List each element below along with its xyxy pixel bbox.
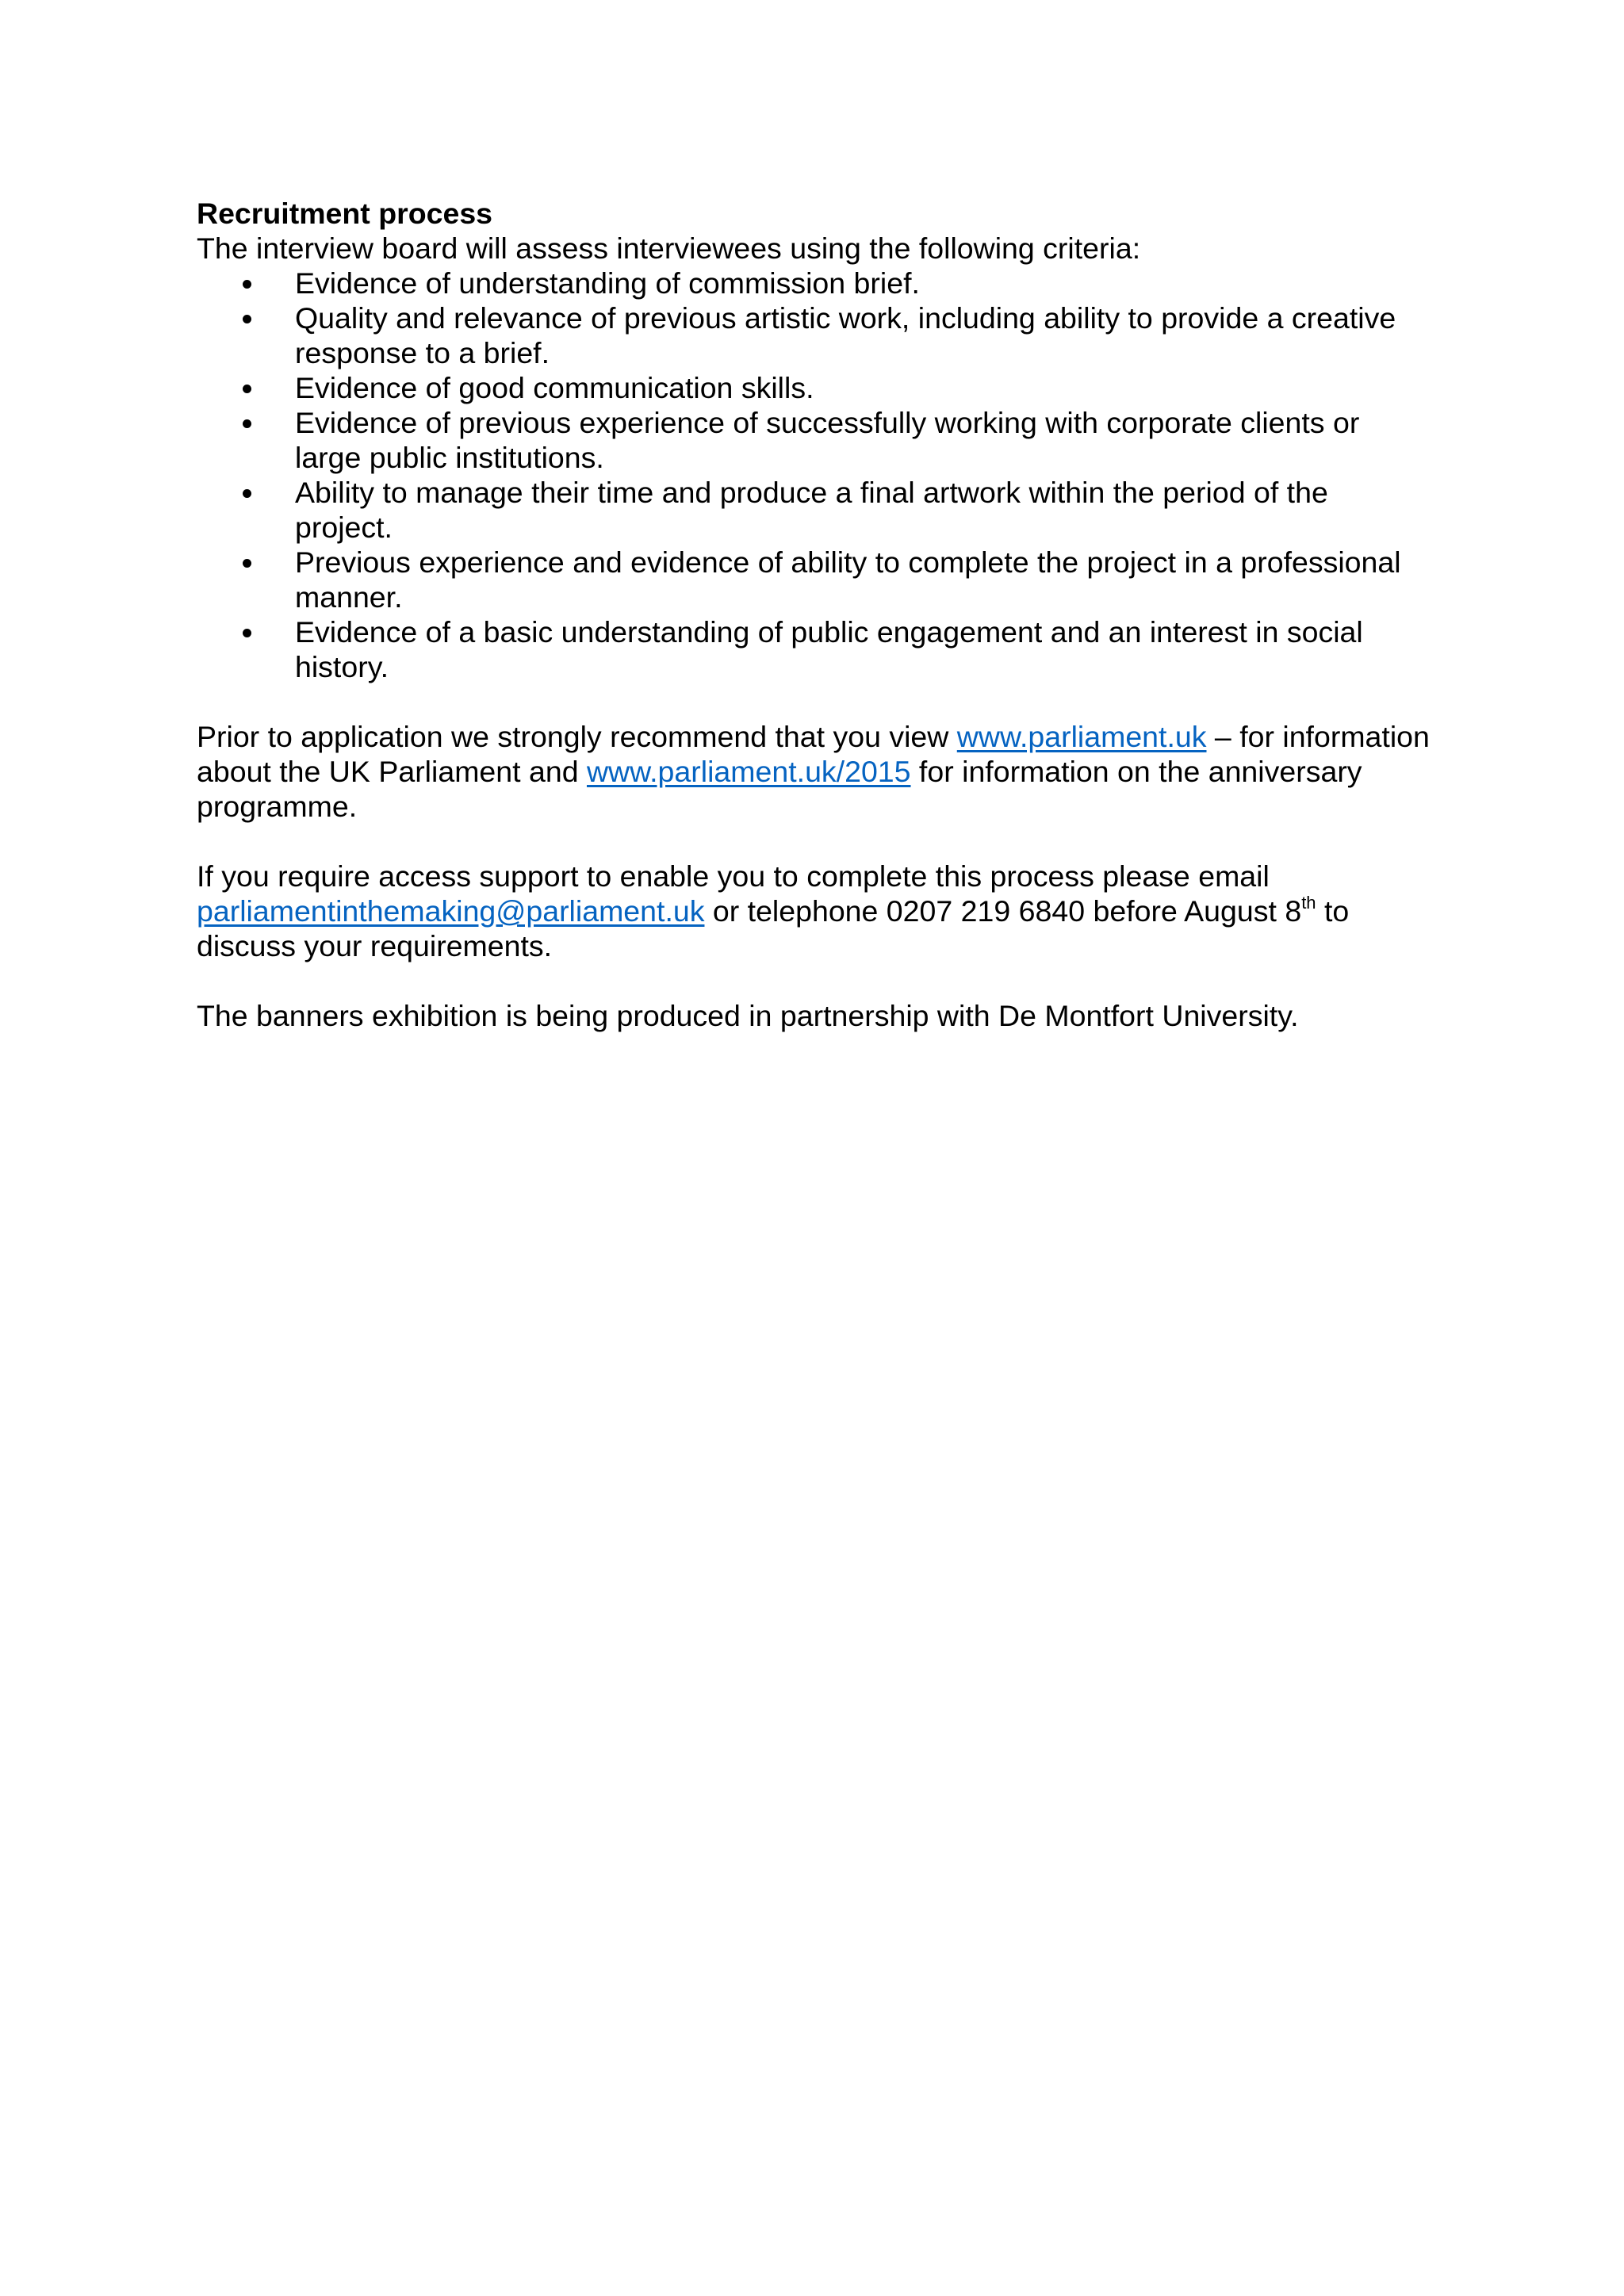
criteria-item: [197, 266, 1434, 300]
recommendation-text: for information on the anniversary programme.: [197, 755, 1362, 823]
criteria-item: [197, 475, 1434, 545]
intro-text: The interview board will assess interviewees using the following criteria:: [197, 232, 1141, 265]
criteria-item: [197, 545, 1434, 614]
access-text: or telephone 0207 219 6840 before August 8: [704, 894, 1302, 928]
criteria-item-text: Ability to manage their time and produce a final artwork within the period of the project.: [295, 476, 1328, 544]
access-support-paragraph: [197, 859, 1434, 963]
contact-email-link[interactable]: parliamentinthemaking@parliament.uk: [197, 894, 705, 928]
criteria-item-text: Quality and relevance of previous artistic work, including ability to provide a creative response to a brief.: [295, 301, 1396, 369]
access-text: to discuss your requirements.: [197, 894, 1350, 962]
recommendation-text: Prior to application we strongly recommend that you view: [197, 720, 957, 753]
criteria-item-text: Evidence of previous experience of successfully working with corporate clients or large public institutions.: [295, 406, 1360, 474]
criteria-item: [197, 300, 1434, 370]
parliament-website-link[interactable]: www.parliament.uk: [956, 720, 1207, 753]
criteria-item-text: Evidence of a basic understanding of public engagement and an interest in social history.: [295, 615, 1363, 683]
criteria-item: [197, 405, 1434, 475]
recommendation-paragraph: [197, 719, 1434, 824]
section-heading: Recruitment process: [197, 197, 493, 230]
document-body: [197, 196, 1434, 1033]
criteria-item: [197, 614, 1434, 684]
criteria-list: [197, 266, 1434, 684]
access-text: If you require access support to enable you to complete this process please email: [197, 859, 1270, 893]
criteria-item: [197, 370, 1434, 405]
criteria-item-text: Evidence of good communication skills.: [295, 371, 814, 404]
partnership-paragraph: The banners exhibition is being produced in partnership with De Montfort University.: [197, 999, 1299, 1032]
recommendation-text: – for information about the UK Parliament and: [197, 720, 1430, 788]
criteria-item-text: Previous experience and evidence of ability to complete the project in a professional manner.: [295, 545, 1401, 614]
criteria-item-text: Evidence of understanding of commission brief.: [295, 266, 920, 300]
date-ordinal-suffix: th: [1301, 893, 1316, 913]
anniversary-programme-link[interactable]: www.parliament.uk/2015: [586, 755, 911, 788]
